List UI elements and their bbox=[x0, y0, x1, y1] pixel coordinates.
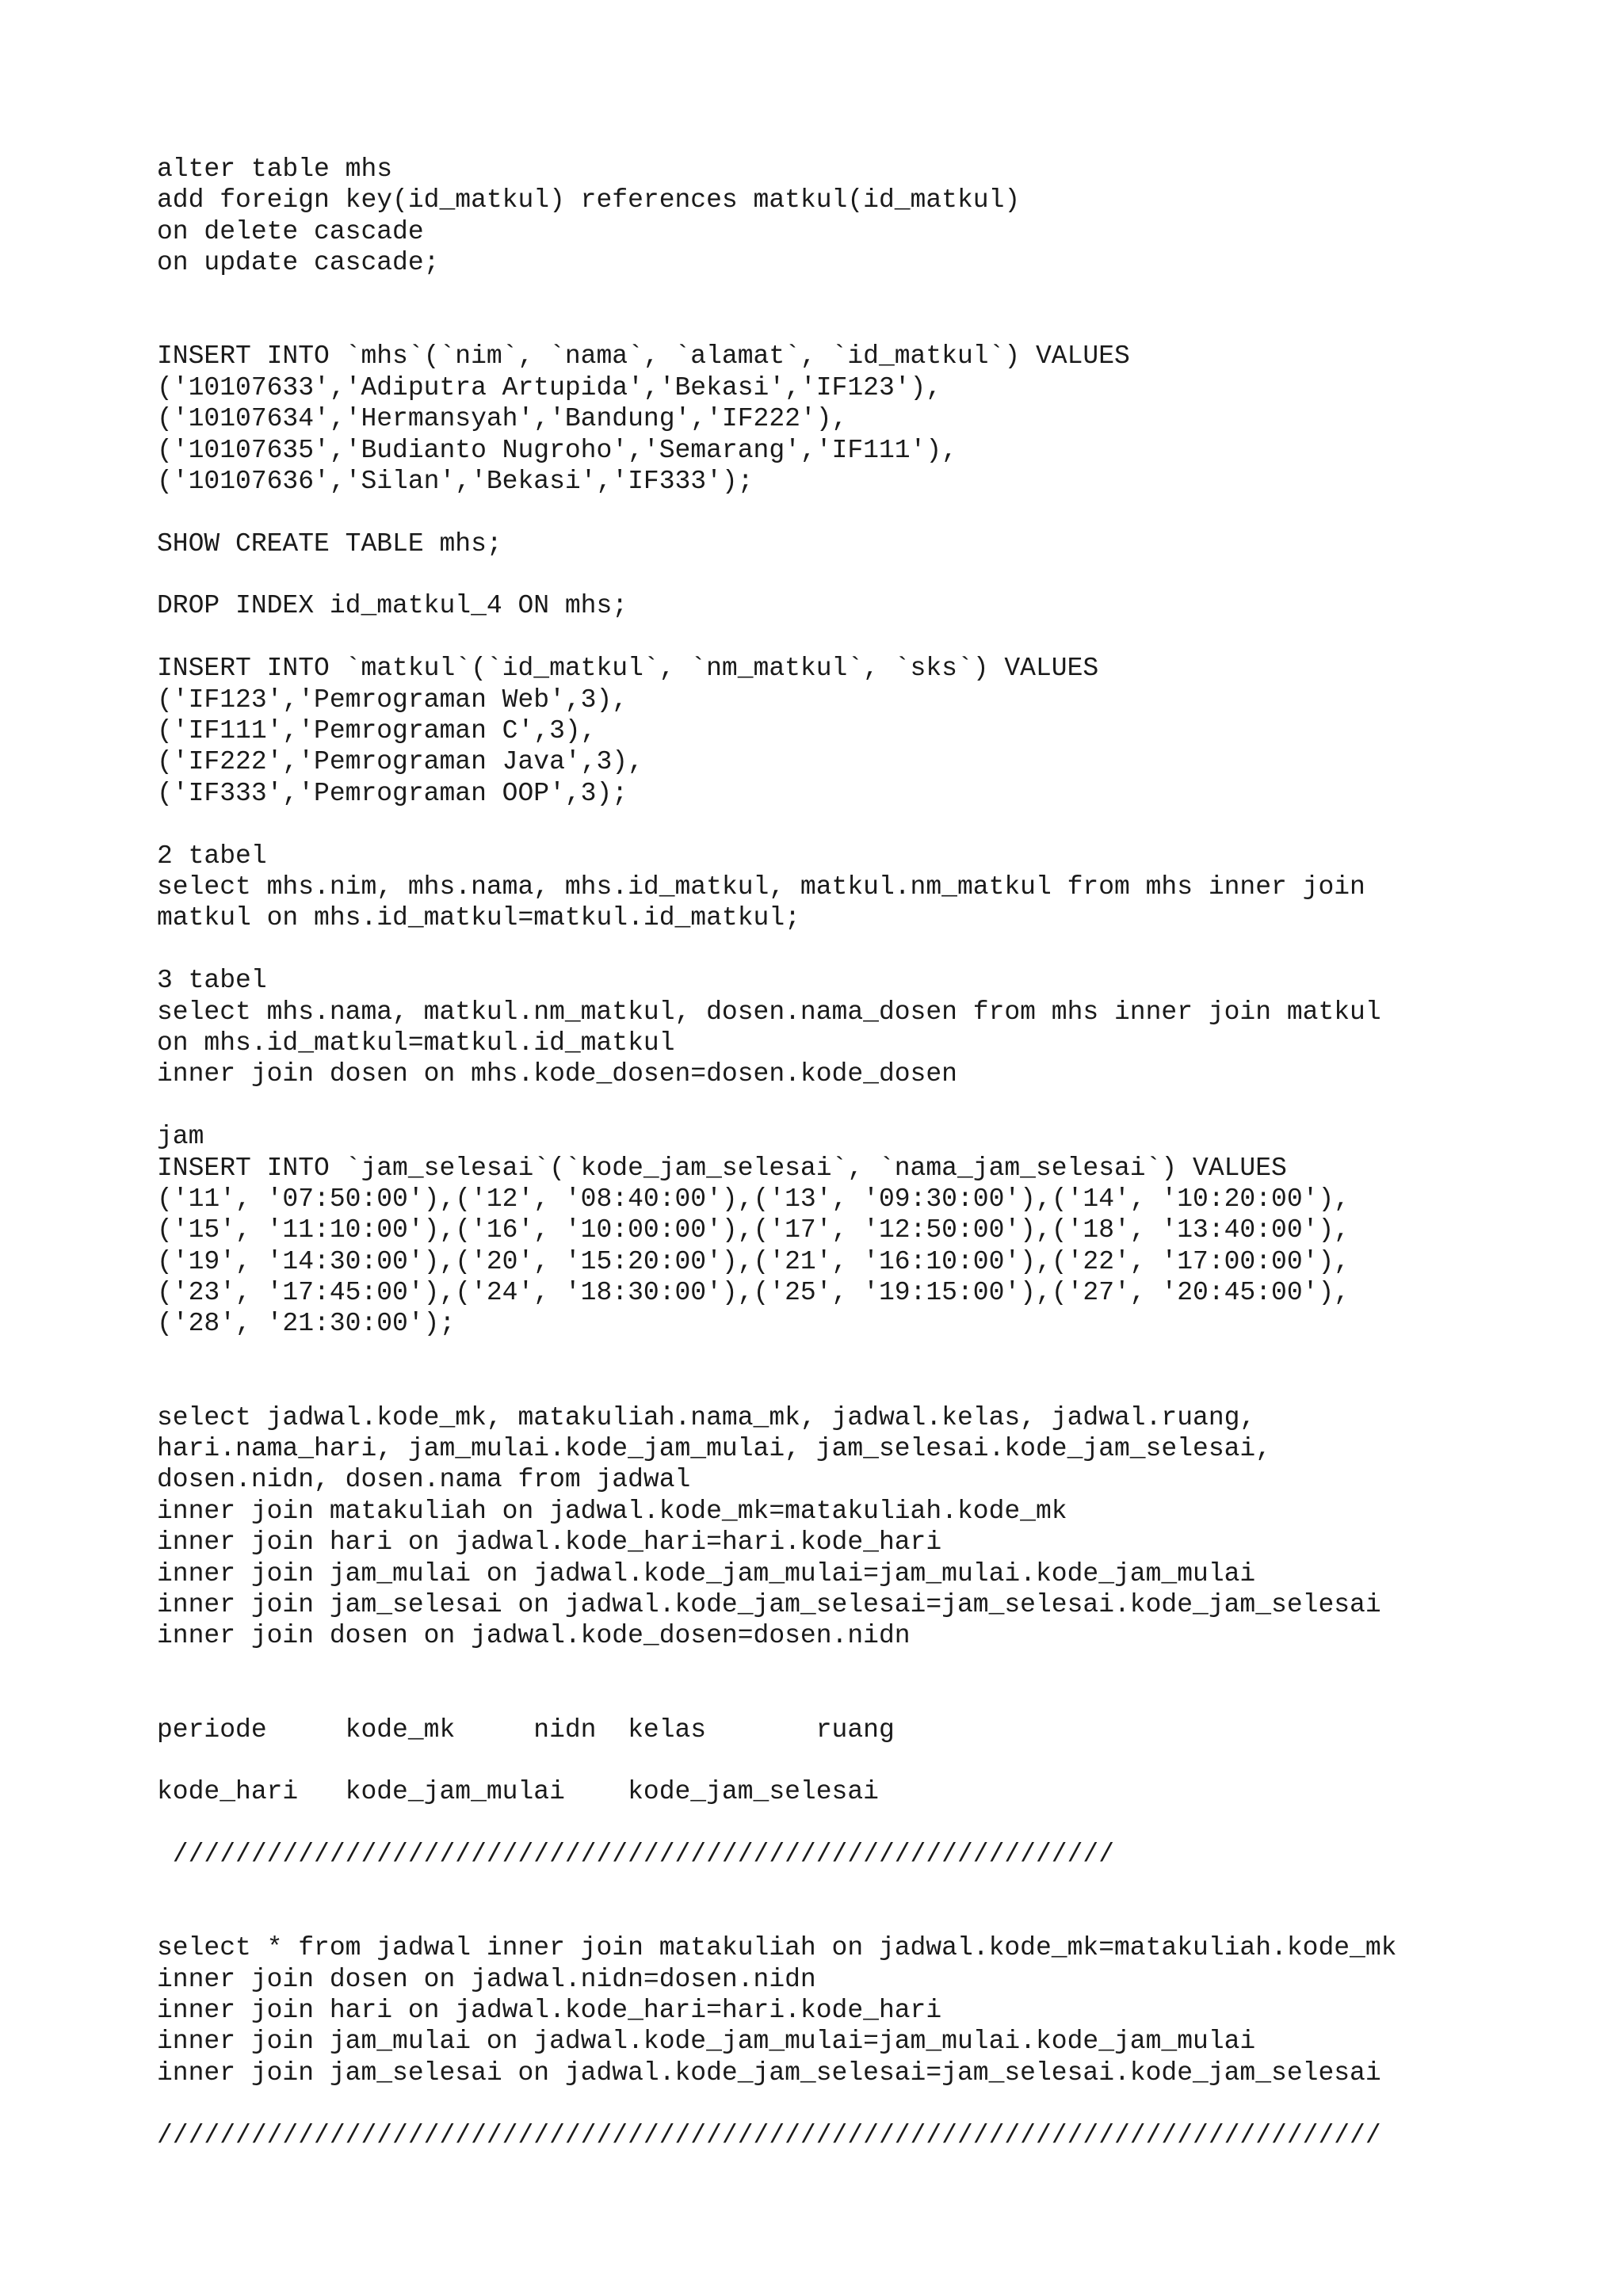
code-line: ('IF222','Pemrograman Java',3), bbox=[157, 747, 643, 777]
code-line bbox=[157, 310, 1583, 341]
code-line: select mhs.nama, matkul.nm_matkul, dosen.nama_dosen from mhs inner join matkul bbox=[157, 997, 1381, 1027]
code-line: inner join jam_selesai on jadwal.kode_jam_selesai=jam_selesai.kode_jam_selesai bbox=[157, 1589, 1381, 1619]
code-line bbox=[157, 1683, 1583, 1714]
code-line: select jadwal.kode_mk, matakuliah.nama_mk, jadwal.kelas, jadwal.ruang, bbox=[157, 1402, 1256, 1432]
code-line bbox=[157, 279, 1583, 310]
code-line: ('28', '21:30:00'); bbox=[157, 1309, 456, 1339]
code-line: inner join jam_selesai on jadwal.kode_jam_selesai=jam_selesai.kode_jam_selesai bbox=[157, 2058, 1381, 2088]
code-line bbox=[157, 1808, 1583, 1839]
code-line: ('10107634','Hermansyah','Bandung','IF222'), bbox=[157, 404, 848, 434]
code-line: dosen.nidn, dosen.nama from jadwal bbox=[157, 1465, 691, 1495]
code-line bbox=[157, 1652, 1583, 1683]
code-line bbox=[157, 1745, 1583, 1776]
code-line: alter table mhs bbox=[157, 154, 393, 184]
code-line: DROP INDEX id_matkul_4 ON mhs; bbox=[157, 591, 628, 621]
code-line: periode kode_mk nidn kelas ruang bbox=[157, 1714, 895, 1745]
code-line: ('23', '17:45:00'),('24', '18:30:00'),('25', '19:15:00'),('27', '20:45:00'), bbox=[157, 1278, 1350, 1308]
code-line bbox=[157, 559, 1583, 590]
code-line: select * from jadwal inner join matakuliah on jadwal.kode_mk=matakuliah.kode_mk bbox=[157, 1933, 1397, 1963]
code-line bbox=[157, 622, 1583, 653]
code-line: inner join dosen on mhs.kode_dosen=dosen.kode_dosen bbox=[157, 1059, 957, 1089]
code-line bbox=[157, 1901, 1583, 1932]
code-line bbox=[157, 497, 1583, 528]
code-line: ('IF333','Pemrograman OOP',3); bbox=[157, 778, 628, 808]
code-line: ('IF111','Pemrograman C',3), bbox=[157, 716, 597, 746]
code-line: inner join dosen on jadwal.kode_dosen=dosen.nidn bbox=[157, 1621, 911, 1651]
code-line: inner join hari on jadwal.kode_hari=hari.kode_hari bbox=[157, 1527, 942, 1558]
code-line: select mhs.nim, mhs.nama, mhs.id_matkul, matkul.nm_matkul from mhs inner join bbox=[157, 871, 1365, 902]
code-line: jam bbox=[157, 1122, 204, 1152]
code-line: add foreign key(id_matkul) references matkul(id_matkul) bbox=[157, 185, 1021, 215]
code-line: matkul on mhs.id_matkul=matkul.id_matkul; bbox=[157, 903, 800, 933]
code-line: ////////////////////////////////////////////////////////////////////////////// bbox=[157, 2120, 1381, 2150]
code-line bbox=[157, 2088, 1583, 2119]
code-line: on mhs.id_matkul=matkul.id_matkul bbox=[157, 1028, 675, 1058]
code-line bbox=[157, 934, 1583, 965]
code-line: ('19', '14:30:00'),('20', '15:20:00'),('21', '16:10:00'),('22', '17:00:00'), bbox=[157, 1246, 1350, 1276]
code-line: kode_hari kode_jam_mulai kode_jam_selesai bbox=[157, 1777, 879, 1807]
code-line: inner join hari on jadwal.kode_hari=hari.kode_hari bbox=[157, 1996, 942, 2026]
code-line bbox=[157, 809, 1583, 840]
code-line: INSERT INTO `jam_selesai`(`kode_jam_selesai`, `nama_jam_selesai`) VALUES bbox=[157, 1153, 1287, 1183]
code-line: ('IF123','Pemrograman Web',3), bbox=[157, 685, 628, 715]
code-line bbox=[157, 1870, 1583, 1901]
code-line: on update cascade; bbox=[157, 248, 440, 278]
code-line: 2 tabel bbox=[157, 841, 267, 871]
code-line: hari.nama_hari, jam_mulai.kode_jam_mulai, jam_selesai.kode_jam_selesai, bbox=[157, 1434, 1272, 1464]
document-body bbox=[157, 154, 1583, 2151]
code-line: SHOW CREATE TABLE mhs; bbox=[157, 528, 502, 559]
code-line: ('10107635','Budianto Nugroho','Semarang','IF111'), bbox=[157, 435, 957, 465]
code-line bbox=[157, 1340, 1583, 1371]
code-line: 3 tabel bbox=[157, 966, 267, 996]
code-line: ('10107636','Silan','Bekasi','IF333'); bbox=[157, 466, 754, 496]
code-line: inner join matakuliah on jadwal.kode_mk=matakuliah.kode_mk bbox=[157, 1496, 1067, 1526]
code-line: ('10107633','Adiputra Artupida','Bekasi','IF123'), bbox=[157, 372, 942, 402]
code-line: inner join jam_mulai on jadwal.kode_jam_mulai=jam_mulai.kode_jam_mulai bbox=[157, 2027, 1256, 2057]
code-line: on delete cascade bbox=[157, 216, 424, 246]
code-line: ('15', '11:10:00'),('16', '10:00:00'),('17', '12:50:00'),('18', '13:40:00'), bbox=[157, 1215, 1350, 1245]
code-line: INSERT INTO `matkul`(`id_matkul`, `nm_matkul`, `sks`) VALUES bbox=[157, 654, 1099, 684]
code-line: inner join dosen on jadwal.nidn=dosen.nidn bbox=[157, 1964, 816, 1994]
code-line: inner join jam_mulai on jadwal.kode_jam_mulai=jam_mulai.kode_jam_mulai bbox=[157, 1558, 1256, 1589]
code-line bbox=[157, 1090, 1583, 1121]
code-line bbox=[157, 1371, 1583, 1402]
code-line: INSERT INTO `mhs`(`nim`, `nama`, `alamat`, `id_matkul`) VALUES bbox=[157, 341, 1130, 372]
code-line: ('11', '07:50:00'),('12', '08:40:00'),('13', '09:30:00'),('14', '10:20:00'), bbox=[157, 1184, 1350, 1214]
code-line: //////////////////////////////////////////////////////////// bbox=[157, 1840, 1114, 1870]
